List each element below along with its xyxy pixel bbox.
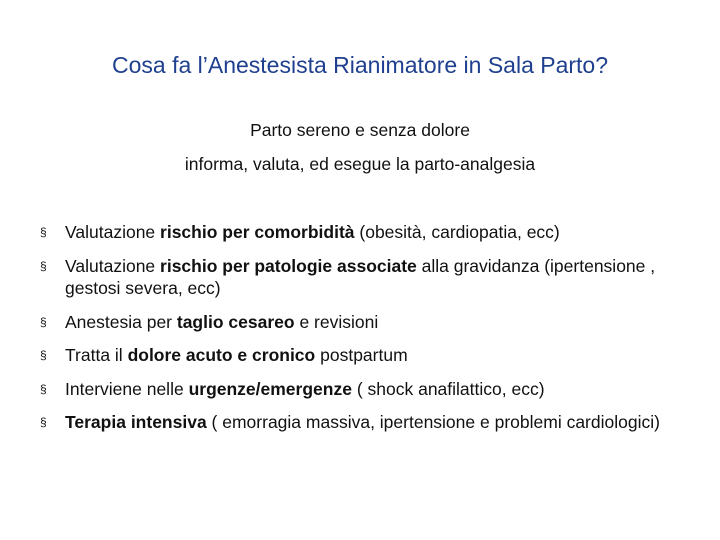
bullet-text-pre: Valutazione — [65, 222, 161, 242]
bullet-square-icon: § — [40, 258, 47, 273]
bullet-text-pre: Tratta il — [65, 345, 128, 365]
bullet-text-post: ( shock anafilattico, ecc) — [351, 378, 545, 399]
bullet-text-bold: rischio per comorbidità — [160, 222, 355, 242]
subtitle-line-2: informa, valuta, ed esegue la parto-analgesia — [184, 154, 536, 174]
subtitle-line-1: Parto sereno e senza dolore — [250, 120, 470, 140]
bullet-text-bold: rischio per patologie associate — [160, 255, 417, 276]
bullet-text-pre: Anestesia per — [65, 311, 177, 332]
bullet-square-icon: § — [40, 415, 47, 429]
bullet-square-icon: § — [40, 381, 47, 396]
slide-title: Cosa fa l’Anestesista Rianimatore in Sala Parto? — [111, 52, 609, 78]
bullet-square-icon: § — [40, 348, 47, 362]
bullet-text-post: e revisioni — [294, 311, 379, 332]
bullet-item — [40, 255, 700, 300]
bullet-text-bold: Terapia intensiva — [65, 412, 207, 432]
bullet-text-post: alla gravidanza (ipertensione , gestosi severa, ecc) — [65, 255, 656, 298]
bullet-text-post: ( emorragia massiva, ipertensione e problemi cardiologici) — [206, 412, 660, 432]
bullet-square-icon: § — [40, 314, 47, 329]
bullet-item — [40, 411, 700, 434]
bullet-text-bold: taglio cesareo — [176, 311, 295, 332]
bullet-text-post: postpartum — [315, 345, 408, 365]
bullet-item — [40, 221, 700, 244]
bullet-text-post: (obesità, cardiopatia, ecc) — [354, 222, 560, 242]
bullet-text-bold: dolore acuto e cronico — [127, 345, 316, 365]
bullet-item — [40, 311, 700, 334]
bullet-square-icon: § — [40, 225, 47, 239]
bullet-item — [40, 378, 700, 401]
bullet-text-bold: urgenze/emergenze — [188, 378, 352, 399]
bullet-text-pre: Valutazione — [65, 255, 161, 276]
bullet-text-pre: Interviene nelle — [65, 378, 189, 399]
bullet-list — [40, 221, 700, 445]
bullet-item — [40, 344, 700, 367]
